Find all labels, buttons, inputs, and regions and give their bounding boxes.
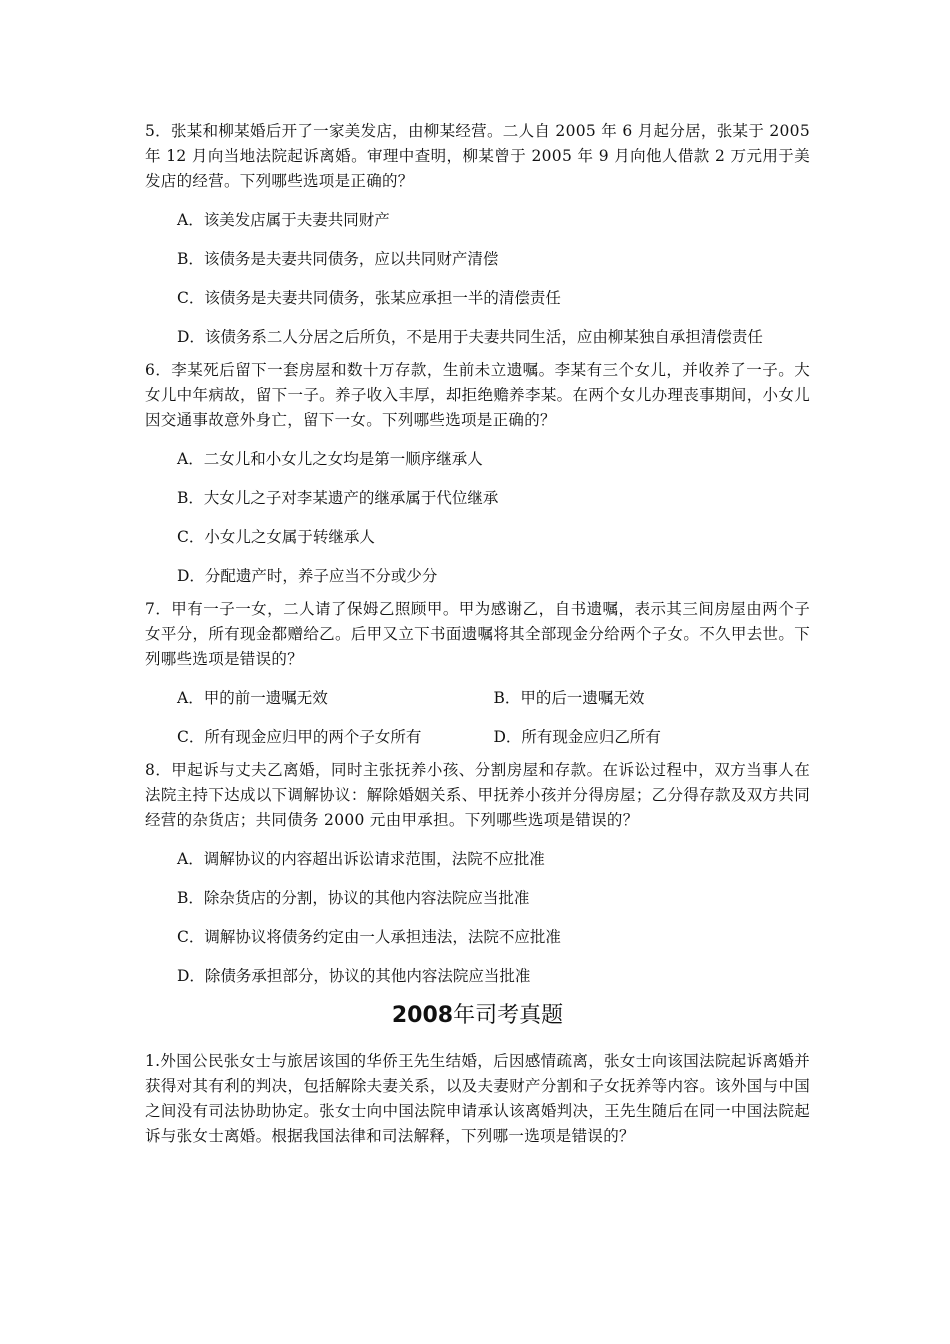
question-7-option-c: C．所有现金应归甲的两个子女所有 bbox=[177, 728, 422, 746]
question-8-option-d: D．除债务承担部分，协议的其他内容法院应当批准 bbox=[177, 967, 531, 985]
section-title-year: 2008 bbox=[391, 1003, 454, 1028]
question-6-stem: 6．李某死后留下一套房屋和数十万存款，生前未立遗嘱。李某有三个女儿，并收养了一子。大女儿中年病故，留下一子。养子收入丰厚，却拒绝赡养李某。在两个女儿办理丧事期间，小女儿因交通事故意外身亡，留下一女。下列哪些选项是正确的？ bbox=[145, 361, 810, 429]
question-8-option-c: C．调解协议将债务约定由一人承担违法，法院不应批准 bbox=[177, 928, 561, 946]
question-8-stem: 8．甲起诉与丈夫乙离婚，同时主张抚养小孩、分割房屋和存款。在诉讼过程中，双方当事人在法院主持下达成以下调解协议：解除婚姻关系、甲抚养小孩并分得房屋；乙分得存款及双方共同经营的杂货店；共同债务 2000 元由甲承担。下列哪些选项是错误的？ bbox=[145, 761, 810, 829]
question-5-option-a: A．该美发店属于夫妻共同财产 bbox=[177, 211, 390, 229]
question-6-option-d: D．分配遗产时，养子应当不分或少分 bbox=[177, 567, 438, 585]
question-6-option-c: C．小女儿之女属于转继承人 bbox=[177, 528, 375, 546]
question-8-option-b: B．除杂货店的分割，协议的其他内容法院应当批准 bbox=[177, 889, 530, 907]
question-5-stem: 5．张某和柳某婚后开了一家美发店，由柳某经营。二人自 2005 年 6 月起分居，张某于 2005 年 12 月向当地法院起诉离婚。审理中查明，柳某曾于 2005 年 9 月向他人借款 2 万元用于美发店的经营。下列哪些选项是正确的？ bbox=[145, 122, 810, 190]
question-6-option-b: B．大女儿之子对李某遗产的继承属于代位继承 bbox=[177, 489, 499, 507]
question-7-option-d: D．所有现金应归乙所有 bbox=[493, 728, 661, 746]
question-2008-1-stem: 1.外国公民张女士与旅居该国的华侨王先生结婚，后因感情疏离，张女士向该国法院起诉离婚并获得对其有利的判决，包括解除夫妻关系，以及夫妻财产分割和子女抚养等内容。该外国与中国之间没有司法协助协定。张女士向中国法院申请承认该离婚判决，王先生随后在同一中国法院起诉与张女士离婚。根据我国法律和司法解释，下列哪一选项是错误的？ bbox=[145, 1052, 810, 1145]
question-7-stem: 7．甲有一子一女，二人请了保姆乙照顾甲。甲为感谢乙，自书遗嘱，表示其三间房屋由两个子女平分，所有现金都赠给乙。后甲又立下书面遗嘱将其全部现金分给两个子女。不久甲去世。下列哪些选项是错误的？ bbox=[145, 600, 810, 668]
question-7-options-row-1 bbox=[145, 686, 810, 711]
question-5-option-c: C．该债务是夫妻共同债务，张某应承担一半的清偿责任 bbox=[177, 289, 561, 307]
section-title-text: 年司考真题 bbox=[453, 1003, 564, 1028]
section-title bbox=[145, 1001, 810, 1031]
document-page bbox=[145, 119, 810, 1149]
question-5-option-b: B．该债务是夫妻共同债务，应以共同财产清偿 bbox=[177, 250, 499, 268]
question-7-option-b: B．甲的后一遗嘱无效 bbox=[493, 689, 645, 707]
question-7-option-a: A．甲的前一遗嘱无效 bbox=[177, 689, 328, 707]
question-7-options-row-2 bbox=[145, 725, 810, 750]
question-8-option-a: A．调解协议的内容超出诉讼请求范围，法院不应批准 bbox=[177, 850, 545, 868]
question-5-option-d: D．该债务系二人分居之后所负，不是用于夫妻共同生活，应由柳某独自承担清偿责任 bbox=[177, 328, 763, 346]
question-6-option-a: A．二女儿和小女儿之女均是第一顺序继承人 bbox=[177, 450, 483, 468]
